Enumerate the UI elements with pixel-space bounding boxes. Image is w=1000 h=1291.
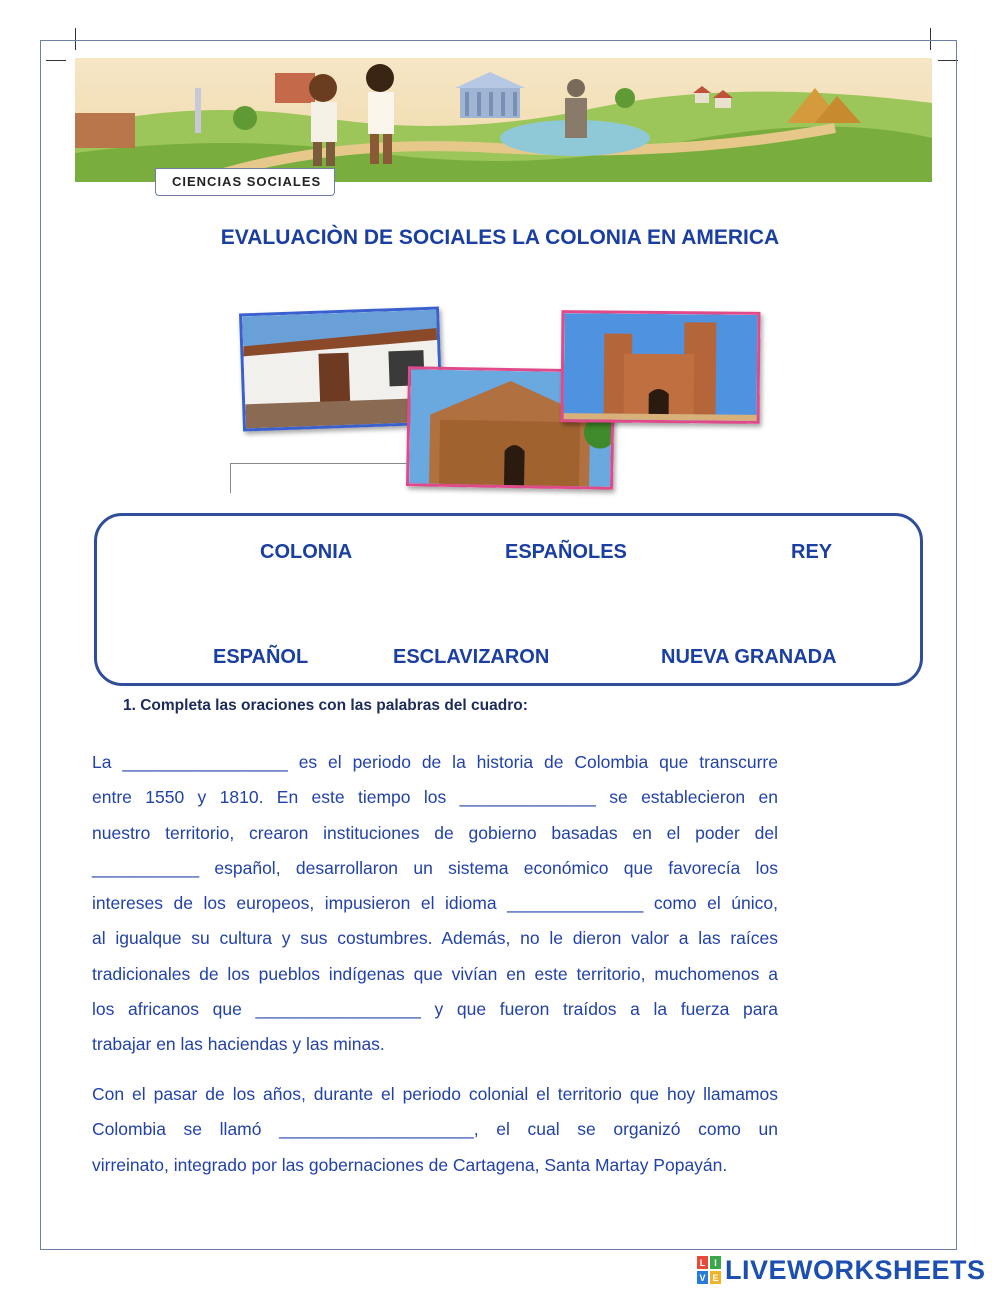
caption-line: [230, 463, 231, 493]
paragraph-line: Colombia se llamó ____________________, el cual se organizó como un: [92, 1119, 778, 1140]
cathedral-photo: [561, 310, 761, 424]
liveworksheets-logo: [697, 1255, 986, 1285]
instruction-text: 1. Completa las oraciones con las palabras del cuadro:: [123, 697, 528, 714]
page-title: EVALUACIÒN DE SOCIALES LA COLONIA EN AMERICA: [220, 226, 780, 249]
logo-letter: V: [699, 1273, 706, 1283]
logo-letter: I: [714, 1258, 717, 1268]
paragraph-1: [92, 745, 778, 1063]
paragraph-line: intereses de los europeos, impusieron el idioma ______________ como el único,: [92, 893, 778, 914]
paragraph-line: nuestro territorio, crearon instituciones de gobierno basadas en el poder del: [92, 822, 778, 843]
paragraph-line: La _________________ es el periodo de la historia de Colombia que transcurre: [92, 752, 778, 772]
logo-text: LIVEWORKSHEETS: [725, 1254, 986, 1285]
word-esclavizaron: ESCLAVIZARON: [393, 646, 550, 668]
word-nueva-granada: NUEVA GRANADA: [661, 646, 837, 668]
logo-letter: E: [712, 1273, 719, 1283]
paragraph-line: tradicionales de los pueblos indígenas que vivían en este territorio, muchomenos a: [92, 963, 778, 984]
paragraph-line: al igualque su cultura y sus costumbres. Además, no le dieron valor a las raíces: [92, 928, 778, 949]
paragraph-line: entre 1550 y 1810. En este tiempo los ______________ se establecieron en: [92, 787, 778, 808]
word-espanoles: ESPAÑOLES: [505, 541, 627, 563]
paragraph-line: los africanos que _________________ y que fueron traídos a la fuerza para: [92, 999, 778, 1020]
logo-blocks-icon: [697, 1256, 721, 1284]
header-banner-illustration: [75, 58, 932, 182]
paragraph-line: ___________ español, desarrollaron un sistema económico que favorecía los: [92, 857, 778, 878]
word-colonia: COLONIA: [260, 541, 353, 563]
paragraph-line: trabajar en las haciendas y las minas.: [92, 1034, 385, 1055]
word-rey: REY: [791, 541, 833, 563]
paragraph-2: [92, 1077, 778, 1183]
caption-line: [230, 463, 408, 464]
paragraph-line: virreinato, integrado por las gobernaciones de Cartagena, Santa Martay Popayán.: [92, 1154, 728, 1175]
logo-letter: L: [699, 1258, 706, 1268]
word-espanol: ESPAÑOL: [213, 646, 309, 668]
subject-tab: CIENCIAS SOCIALES: [155, 168, 335, 196]
paragraph-line: Con el pasar de los años, durante el periodo colonial el territorio que hoy llamamos: [92, 1084, 778, 1104]
